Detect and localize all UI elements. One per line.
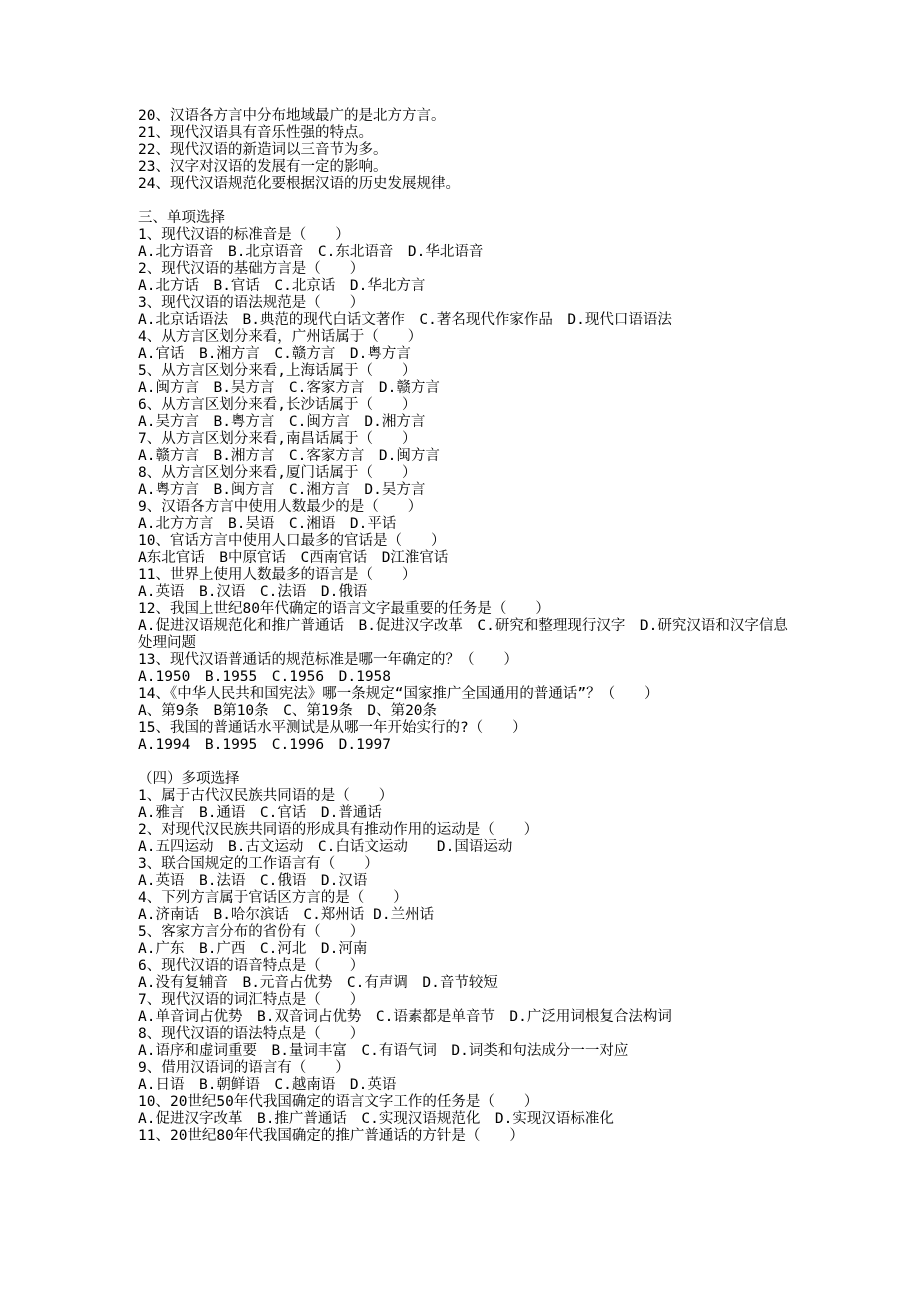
question-4: 4、下列方言属于官话区方言的是（ ） (138, 890, 408, 906)
question-6: 6、从方言区划分来看,长沙话属于（ ） (138, 397, 417, 413)
options-4: A.官话 B.湘方言 C.赣方言 D.粤方言 (138, 346, 411, 362)
statement-20: 20、汉语各方言中分布地域最广的是北方方言。 (138, 108, 446, 124)
statement-21: 21、现代汉语具有音乐性强的特点。 (138, 125, 373, 141)
question-5: 5、客家方言分布的省份有（ ） (138, 924, 365, 940)
question-12: 12、我国上世纪80年代确定的语言文字最重要的任务是（ ） (138, 601, 550, 617)
options-1: A.雅言 B.通语 C.官话 D.普通话 (138, 805, 382, 821)
options-2: A.北方话 B.官话 C.北京话 D.华北方言 (138, 278, 426, 294)
question-9: 9、汉语各方言中使用人数最少的是（ ） (138, 499, 423, 515)
question-2: 2、现代汉语的基础方言是（ ） (138, 261, 365, 277)
question-9: 9、借用汉语词的语言有（ ） (138, 1060, 350, 1076)
question-7: 7、现代汉语的词汇特点是（ ） (138, 992, 365, 1008)
section-gap (138, 754, 798, 771)
options-11: A.英语 B.汉语 C.法语 D.俄语 (138, 584, 368, 600)
question-10: 10、官话方言中使用人口最多的官话是（ ） (138, 533, 446, 549)
question-8: 8、从方言区划分来看,厦门话属于（ ） (138, 465, 417, 481)
section-heading: （四）多项选择 (138, 771, 240, 787)
question-13: 13、现代汉语普通话的规范标准是哪一年确定的？（ ） (138, 652, 518, 668)
options-2: A.五四运动 B.古文运动 C.白话文运动 D.国语运动 (138, 839, 513, 855)
options-13: A.1950 B.1955 C.1956 D.1958 (138, 669, 392, 685)
options-3: A.北京话语法 B.典范的现代白话文著作 C.著名现代作家作品 D.现代口语语法 (138, 312, 672, 328)
question-4: 4、从方言区划分来看，广州话属于（ ） (138, 329, 423, 345)
options-14: A、第9条 B第10条 C、第19条 D、第20条 (138, 703, 438, 719)
options-9: A.日语 B.朝鲜语 C.越南语 D.英语 (138, 1077, 397, 1093)
question-14: 14、《中华人民共和国宪法》哪一条规定“国家推广全国通用的普通话”？（ ） (138, 686, 659, 702)
options-3: A.英语 B.法语 C.俄语 D.汉语 (138, 873, 368, 889)
question-11: 11、世界上使用人数最多的语言是（ ） (138, 567, 417, 583)
options-1: A.北方语音 B.北京语音 C.东北语音 D.华北语音 (138, 244, 484, 260)
options-10: A东北官话 B中原官话 C西南官话 D江淮官话 (138, 550, 449, 566)
question-3: 3、联合国规定的工作语言有（ ） (138, 856, 379, 872)
options-8: A.语序和虚词重要 B.量词丰富 C.有语气词 D.词类和句法成分一一对应 (138, 1043, 629, 1059)
options-4: A.济南话 B.哈尔滨话 C.郑州话 D.兰州话 (138, 907, 435, 923)
options-5: A.广东 B.广西 C.河北 D.河南 (138, 941, 368, 957)
options-9: A.北方方言 B.吴语 C.湘语 D.平话 (138, 516, 397, 532)
statement-22: 22、现代汉语的新造词以三音节为多。 (138, 142, 388, 158)
statement-23: 23、汉字对汉语的发展有一定的影响。 (138, 159, 388, 175)
options-5: A.闽方言 B.吴方言 C.客家方言 D.赣方言 (138, 380, 440, 396)
question-11: 11、20世纪80年代我国确定的推广普通话的方针是（ ） (138, 1128, 524, 1144)
question-15: 15、我国的普通话水平测试是从哪一年开始实行的?（ ） (138, 720, 527, 736)
question-8: 8、现代汉语的语法特点是（ ） (138, 1026, 365, 1042)
options-6: A.吴方言 B.粤方言 C.闽方言 D.湘方言 (138, 414, 426, 430)
options-15: A.1994 B.1995 C.1996 D.1997 (138, 737, 392, 753)
options-7: A.单音词占优势 B.双音词占优势 C.语素都是单音节 D.广泛用词根复合法构词 (138, 1009, 672, 1025)
section-gap (138, 193, 798, 210)
question-3: 3、现代汉语的语法规范是（ ） (138, 295, 365, 311)
question-6: 6、现代汉语的语音特点是（ ） (138, 958, 365, 974)
question-2: 2、对现代汉民族共同语的形成具有推动作用的运动是（ ） (138, 822, 539, 838)
question-5: 5、从方言区划分来看,上海话属于（ ） (138, 363, 417, 379)
multi-choice-section (138, 771, 798, 1145)
question-10: 10、20世纪50年代我国确定的语言文字工作的任务是（ ） (138, 1094, 539, 1110)
single-choice-section (138, 210, 798, 754)
document-page (138, 108, 798, 1145)
options-7: A.赣方言 B.湘方言 C.客家方言 D.闽方言 (138, 448, 440, 464)
section-heading: 三、单项选择 (138, 210, 225, 226)
statement-24: 24、现代汉语规范化要根据汉语的历史发展规律。 (138, 176, 460, 192)
question-1: 1、现代汉语的标准音是（ ） (138, 227, 350, 243)
question-7: 7、从方言区划分来看,南昌话属于（ ） (138, 431, 417, 447)
options-10: A.促进汉字改革 B.推广普通话 C.实现汉语规范化 D.实现汉语标准化 (138, 1111, 614, 1127)
options-6: A.没有复辅音 B.元音占优势 C.有声调 D.音节较短 (138, 975, 498, 991)
options-8: A.粤方言 B.闽方言 C.湘方言 D.吴方言 (138, 482, 426, 498)
truefalse-section (138, 108, 798, 193)
question-1: 1、属于古代汉民族共同语的是（ ） (138, 788, 394, 804)
options-12: A.促进汉语规范化和推广普通话 B.促进汉字改革 C.研究和整理现行汉字 D.研究汉语和汉字信息处理问题 (138, 618, 788, 651)
